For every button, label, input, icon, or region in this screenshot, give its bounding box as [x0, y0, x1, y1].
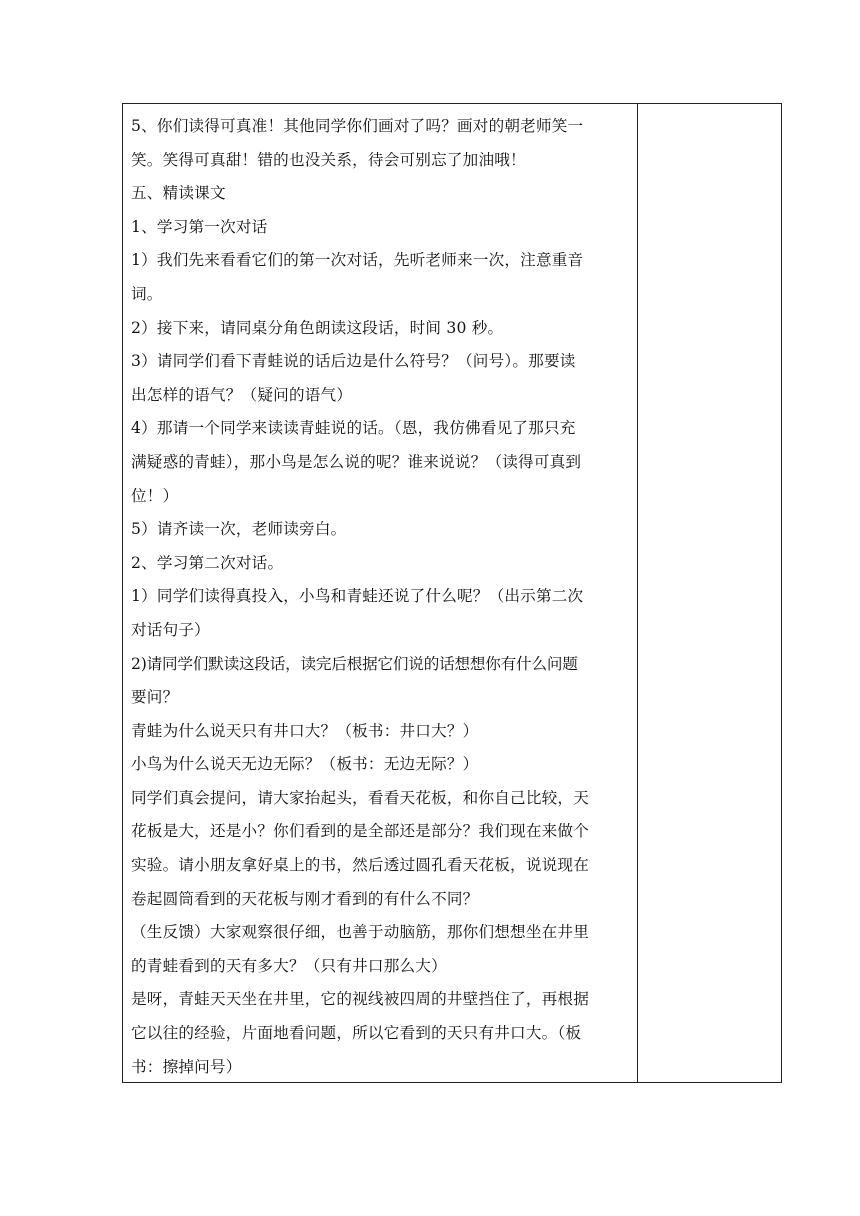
lesson-content-cell	[123, 104, 638, 1082]
text-line: 它以往的经验，片面地看问题，所以它看到的天只有井口大。（板	[131, 1024, 582, 1043]
text-line: 对话句子）	[131, 620, 210, 639]
text-line: 卷起圆筒看到的天花板与刚才看到的有什么不同？	[131, 889, 479, 908]
text-line: （生反馈）大家观察很仔细，也善于动脑筋，那你们想想坐在井里	[131, 923, 590, 942]
section-heading: 五、精读课文	[131, 184, 226, 203]
text-line: 花板是大，还是小？你们看到的是全部还是部分？我们现在来做个	[131, 822, 590, 841]
text-line: 实验。请小朋友拿好桌上的书，然后透过圆孔看天花板，说说现在	[131, 856, 590, 875]
text-line: 笑。笑得可真甜！错的也没关系，待会可别忘了加油哦！	[131, 150, 526, 169]
text-line: 4）那请一个同学来读读青蛙说的话。（恩，我仿佛看见了那只充	[131, 419, 576, 438]
text-line: 5、你们读得可真准！其他同学你们画对了吗？画对的朝老师笑一	[131, 117, 584, 135]
text-line: 1）我们先来看看它们的第一次对话，先听老师来一次，注意重音	[131, 251, 584, 270]
text-line: 词。	[131, 284, 163, 303]
text-line: 位！）	[131, 486, 179, 505]
subsection-heading: 2、学习第二次对话。	[131, 553, 284, 572]
text-line: 2)请同学们默读这段话，读完后根据它们说的话想想你有什么问题	[131, 654, 578, 673]
text-line: 1）同学们读得真投入，小鸟和青蛙还说了什么呢？（出示第二次	[131, 587, 584, 606]
notes-cell	[638, 104, 781, 1082]
text-line: 小鸟为什么说天无边无际？（板书：无边无际？）	[131, 755, 479, 774]
text-line: 出怎样的语气？（疑问的语气）	[131, 385, 353, 404]
text-line: 是呀，青蛙天天坐在井里，它的视线被四周的井壁挡住了，再根据	[131, 990, 590, 1009]
subsection-heading: 1、学习第一次对话	[131, 217, 268, 236]
lesson-table	[122, 103, 782, 1083]
text-line: 5）请齐读一次，老师读旁白。	[131, 520, 347, 539]
text-line: 同学们真会提问，请大家抬起头，看看天花板，和你自己比较，天	[131, 788, 590, 807]
text-line: 书：擦掉问号）	[131, 1057, 242, 1076]
text-line: 3）请同学们看下青蛙说的话后边是什么符号？（问号）。那要读	[131, 352, 576, 371]
text-line: 满疑惑的青蛙），那小鸟是怎么说的呢？谁来说说？（读得可真到	[131, 452, 582, 471]
text-line: 的青蛙看到的天有多大？（只有井口那么大）	[131, 956, 447, 975]
text-line: 要问？	[131, 688, 179, 707]
text-line: 2）接下来，请同桌分角色朗读这段话，时间 30 秒。	[131, 318, 504, 337]
text-line: 青蛙为什么说天只有井口大？（板书：井口大？）	[131, 721, 479, 740]
